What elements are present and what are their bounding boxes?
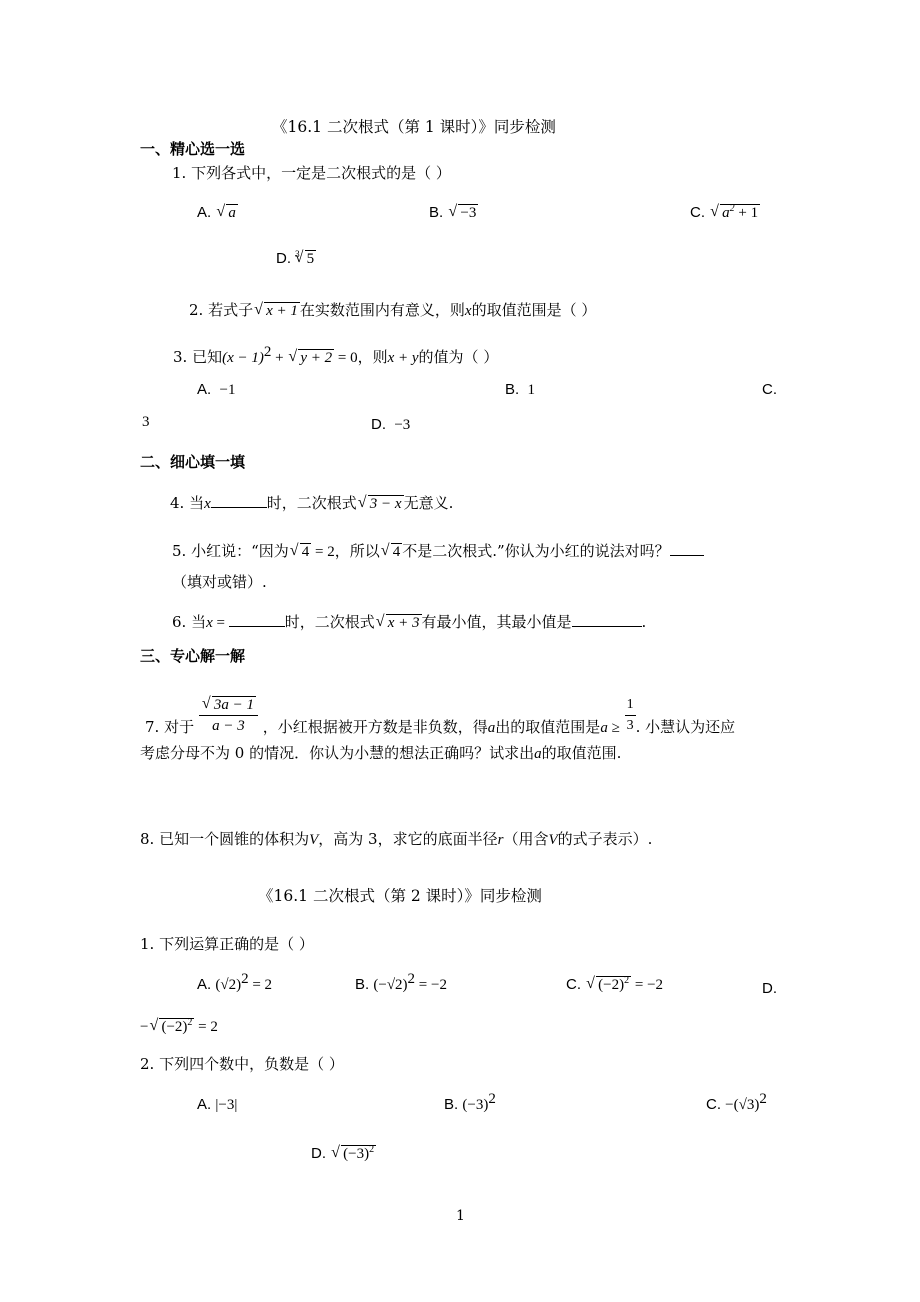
radicand: 4: [301, 544, 310, 560]
answer-blank[interactable]: [572, 612, 642, 627]
l2-q2-option-d: [311, 1144, 376, 1164]
variable: V: [548, 832, 558, 848]
section-heading-3: 三、专心解一解: [140, 647, 246, 665]
option-label: D.: [276, 250, 291, 267]
exponent: 2: [759, 1091, 767, 1107]
q8-suffix: 的式子表示）.: [557, 830, 653, 848]
equation-rhs: = −2: [631, 977, 664, 993]
q4-suffix: 无意义.: [403, 494, 454, 512]
q3-option-d: [371, 415, 410, 435]
inequality: a ≥: [600, 719, 620, 736]
q3-prefix: 3. 已知: [173, 348, 223, 366]
q7-suffix: . 小慧认为还应: [635, 717, 736, 736]
page-title-lesson1: 《16.1 二次根式（第 1 课时）》同步检测: [272, 118, 556, 136]
q7-line2: [140, 743, 621, 764]
q6-prefix: 6. 当: [172, 613, 207, 631]
section-heading-1: 一、精心选一选: [140, 140, 246, 158]
variable: a: [722, 205, 730, 221]
sqrt-expression: [448, 203, 478, 223]
exponent: 2: [187, 1017, 193, 1028]
expression: −(√3): [725, 1097, 760, 1113]
q1-option-d: [276, 249, 316, 269]
q7-text: ，小红根据被开方数是非负数，得: [262, 717, 488, 736]
numerator: 1: [625, 695, 636, 716]
option-label: A.: [197, 204, 212, 221]
variable: x: [206, 615, 213, 631]
q8-text-2: （用含: [503, 830, 549, 848]
variable: a: [534, 746, 542, 762]
sqrt-expression: [376, 613, 422, 633]
variable: a: [487, 719, 496, 736]
q6-stem: [172, 612, 646, 633]
q6-text: 时，二次根式: [284, 613, 375, 631]
q2-suffix: 的取值范围是（ ）: [471, 301, 597, 319]
denominator: a − 3: [212, 718, 245, 734]
radicand: [720, 204, 760, 222]
sqrt-expression: [381, 542, 403, 562]
q1-option-a: [197, 203, 238, 223]
q7-text-2: 出的取值范围是: [495, 717, 601, 736]
sqrt-expression: [202, 695, 256, 715]
sqrt-expression: [358, 494, 404, 514]
variable: x: [204, 496, 211, 512]
exponent: 2: [488, 1091, 496, 1107]
option-label: C.: [566, 976, 581, 993]
radicand-base: (−2): [598, 977, 625, 993]
option-label: B.: [444, 1096, 459, 1113]
q7-text-4: 的取值范围.: [541, 744, 622, 762]
answer-blank[interactable]: [229, 612, 285, 627]
expression: (−3): [462, 1097, 489, 1113]
sqrt-expression: [216, 203, 238, 223]
radicand: 3a − 1: [213, 697, 254, 713]
q4-stem: [170, 493, 453, 514]
option-label: D.: [311, 1145, 326, 1162]
exponent: 2: [369, 1144, 375, 1155]
option-label: A.: [197, 1096, 212, 1113]
q1-option-b: [429, 203, 478, 223]
radicand: 4: [392, 544, 401, 560]
q6-suffix: .: [641, 613, 647, 631]
q3-stem: [173, 344, 499, 368]
radicand: [596, 976, 631, 994]
option-label: C.: [706, 1096, 721, 1113]
option-value: −3: [394, 417, 411, 433]
variable: V: [309, 832, 319, 848]
denominator: 3: [626, 718, 634, 733]
radicand: y + 2: [300, 350, 333, 366]
equation-rhs: = 2: [248, 977, 273, 993]
exponent: 2: [624, 975, 630, 986]
q4-prefix: 4. 当: [170, 494, 205, 512]
exponent: 2: [407, 971, 416, 987]
q5-suffix: 不是二次根式.”你认为小红的说法对吗？: [402, 542, 670, 560]
expression: (−√2): [373, 977, 408, 993]
page-title-lesson2: 《16.1 二次根式（第 2 课时）》同步检测: [258, 887, 542, 905]
l2-q1-option-c: [566, 975, 663, 995]
q5-stem: [172, 541, 704, 562]
exponent: 2: [241, 971, 249, 987]
radicand: 5: [306, 251, 315, 267]
q5-prefix: 5. 小红说：“因为: [172, 542, 289, 560]
sqrt-expression: [710, 203, 760, 223]
l2-q2-stem: 2. 下列四个数中，负数是（ ）: [140, 1055, 344, 1073]
radicand: 3 − x: [369, 496, 402, 512]
equation-rhs: = 2: [311, 544, 335, 560]
expression: |−3|: [215, 1097, 238, 1113]
q2-prefix: 2. 若式子: [189, 301, 254, 319]
addend: + 1: [734, 205, 759, 221]
operator: +: [271, 350, 288, 366]
radicand-base: (−2): [161, 1019, 188, 1035]
page-number: 1: [456, 1208, 465, 1224]
radicand: [159, 1018, 194, 1036]
q2-text: 在实数范围内有意义，则: [299, 301, 465, 319]
sqrt-expression: [254, 301, 300, 321]
q1-option-c: [690, 203, 760, 223]
fraction: [625, 695, 636, 736]
exponent: 2: [263, 344, 272, 360]
q5-text: ，所以: [334, 542, 380, 560]
sqrt-expression: [331, 1144, 376, 1164]
q8-prefix: 8. 已知一个圆锥的体积为: [140, 830, 310, 848]
radicand: −3: [460, 205, 477, 221]
root-index: 3: [295, 249, 300, 259]
q1-stem: 1. 下列各式中，一定是二次根式的是（ ）: [172, 164, 451, 182]
section-heading-2: 二、细心填一填: [140, 453, 246, 471]
radicand: a: [228, 205, 236, 221]
option-label: B.: [429, 204, 444, 221]
expression: x + y: [387, 350, 419, 366]
answer-blank[interactable]: [670, 541, 704, 556]
l2-q1-option-d-label: D.: [762, 980, 777, 997]
equation-rhs: = 0: [334, 350, 358, 366]
radicand: [341, 1145, 376, 1163]
radicand: x + 3: [387, 615, 420, 631]
option-label: C.: [690, 204, 705, 221]
radicand: x + 1: [266, 303, 298, 319]
q7-prefix: 7. 对于: [145, 717, 195, 736]
l2-q2-option-b: [444, 1091, 496, 1115]
numerator: [199, 695, 258, 716]
sqrt-expression: [288, 348, 334, 368]
fraction: [199, 695, 258, 736]
option-label: A.: [197, 976, 212, 993]
variable: r: [497, 832, 504, 848]
q3-option-c-label: C.: [762, 381, 777, 398]
operator: =: [212, 615, 229, 631]
sqrt-expression: [149, 1017, 194, 1037]
equation-rhs: = −2: [415, 977, 447, 993]
sqrt-expression: [290, 542, 312, 562]
equation-rhs: = 2: [194, 1019, 218, 1035]
q7-stem: [145, 683, 736, 736]
sign: −: [140, 1019, 149, 1035]
radicand-base: (−3): [343, 1146, 370, 1162]
l2-q1-option-a: [197, 971, 273, 995]
option-label: B.: [505, 381, 520, 398]
l2-q1-option-d: [140, 1017, 218, 1037]
option-label: B.: [355, 976, 370, 993]
q3-text: ，则: [357, 348, 388, 366]
q8-stem: [140, 829, 652, 850]
l2-q2-option-c: [706, 1091, 767, 1115]
exponent: 2: [729, 203, 735, 214]
expression: (x − 1): [222, 350, 264, 366]
q8-text: ，高为 3，求它的底面半径: [318, 830, 498, 848]
q5-note: （填对或错）.: [172, 573, 267, 591]
q7-text-3: 考虑分母不为 0 的情况．你认为小慧的想法正确吗？试求出: [140, 744, 535, 762]
option-label: A.: [197, 381, 212, 398]
sqrt-expression: [586, 975, 631, 995]
answer-blank[interactable]: [211, 493, 267, 508]
q3-option-a: [197, 380, 236, 400]
option-value: 1: [527, 382, 536, 398]
option-value: −1: [219, 382, 236, 398]
sqrt-expression: [295, 249, 317, 269]
l2-q1-option-b: [355, 971, 447, 995]
expression: (√2): [215, 977, 242, 993]
q3-option-c-value: 3: [142, 414, 150, 430]
variable: x: [464, 303, 472, 319]
q3-option-b: [505, 380, 535, 400]
l2-q1-stem: 1. 下列运算正确的是（ ）: [140, 935, 314, 953]
l2-q2-option-a: [197, 1095, 237, 1115]
q2-stem: [189, 300, 596, 321]
q6-text-2: 有最小值，其最小值是: [421, 613, 572, 631]
q4-text: 时，二次根式: [266, 494, 357, 512]
option-label: D.: [371, 416, 386, 433]
q3-suffix: 的值为（ ）: [418, 348, 499, 366]
